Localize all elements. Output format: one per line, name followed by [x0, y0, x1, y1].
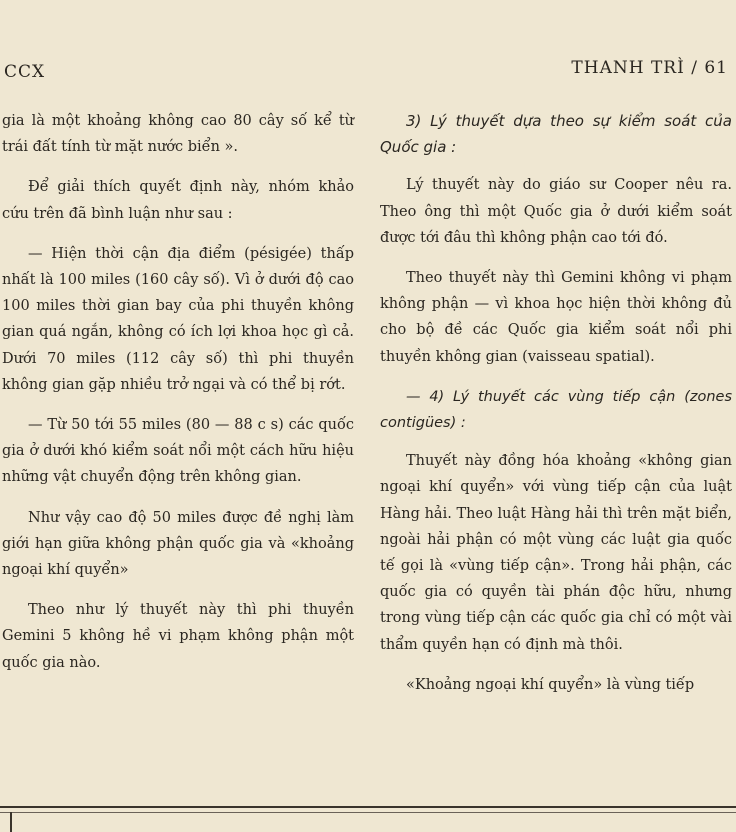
paragraph: — Hiện thời cận địa điểm (pésigée) thấp nhất là 100 miles (160 cây số). Vì ở dưới độ cao 100 miles thời gian bay của phi thuyền không gian quá ngắn, không có ích lợi khoa học gì cả. Dưới 70 miles (112 cây số) thì phi thuyền không gian gặp nhiều trở ngại và có thể bị rớt.	[2, 245, 354, 393]
left-column	[2, 108, 354, 690]
running-header-right: THANH TRÌ / 61	[571, 58, 728, 78]
running-header-left: CCX	[4, 62, 46, 82]
section-heading: 3) Lý thuyết dựa theo sự kiểm soát của Quốc gia :	[380, 112, 732, 157]
paragraph: Theo thuyết này thì Gemini không vi phạm không phận — vì khoa học hiện thời không đủ cho bộ đề các Quốc gia kiểm soát nổi phi thuyền không gian (vaisseau spatial).	[380, 270, 732, 365]
paragraph: «Khoảng ngoại khí quyển» là vùng tiếp	[406, 676, 695, 693]
paragraph: — Từ 50 tới 55 miles (80 — 88 c s) các quốc gia ở dưới khó kiểm soát nổi một cách hữu hiệu những vật chuyển động trên không gian.	[2, 417, 354, 486]
footer-rule-thin	[0, 812, 736, 813]
paragraph: Thuyết này đồng hóa khoảng «không gian ngoại khí quyển» với vùng tiếp cận của luật Hàng hải. Theo luật Hàng hải thì trên mặt biển, ngoài hải phận có một vùng các luật gia quốc tế gọi là «vùng tiếp cận». Trong hải phận, các quốc gia có quyền tài phán độc hữu, nhưng trong vùng tiếp cận các quốc gia chỉ có một vài thẩm quyền hạn có định mà thôi.	[380, 453, 732, 653]
paragraph: Để giải thích quyết định này, nhóm khảo cứu trên đã bình luận như sau :	[2, 179, 354, 222]
paragraph: Như vậy cao độ 50 miles được đề nghị làm giới hạn giữa không phận quốc gia và «khoảng ngoại khí quyển»	[2, 509, 354, 579]
page-edge-mark	[10, 812, 12, 832]
section-heading: — 4) Lý thuyết các vùng tiếp cận (zones contigües) :	[380, 388, 732, 432]
paragraph: gia là một khoảng không cao 80 cây số kể từ trái đất tính từ mặt nước biển ».	[2, 113, 354, 156]
footer-rule	[0, 806, 736, 808]
paragraph: Lý thuyết này do giáo sư Cooper nêu ra. Theo ông thì một Quốc gia ở dưới kiểm soát được tới đâu thì không phận cao tới đó.	[380, 177, 732, 246]
right-column	[380, 108, 732, 712]
paragraph: Theo như lý thuyết này thì phi thuyền Gemini 5 không hề vi phạm không phận một quốc gia nào.	[2, 602, 354, 671]
